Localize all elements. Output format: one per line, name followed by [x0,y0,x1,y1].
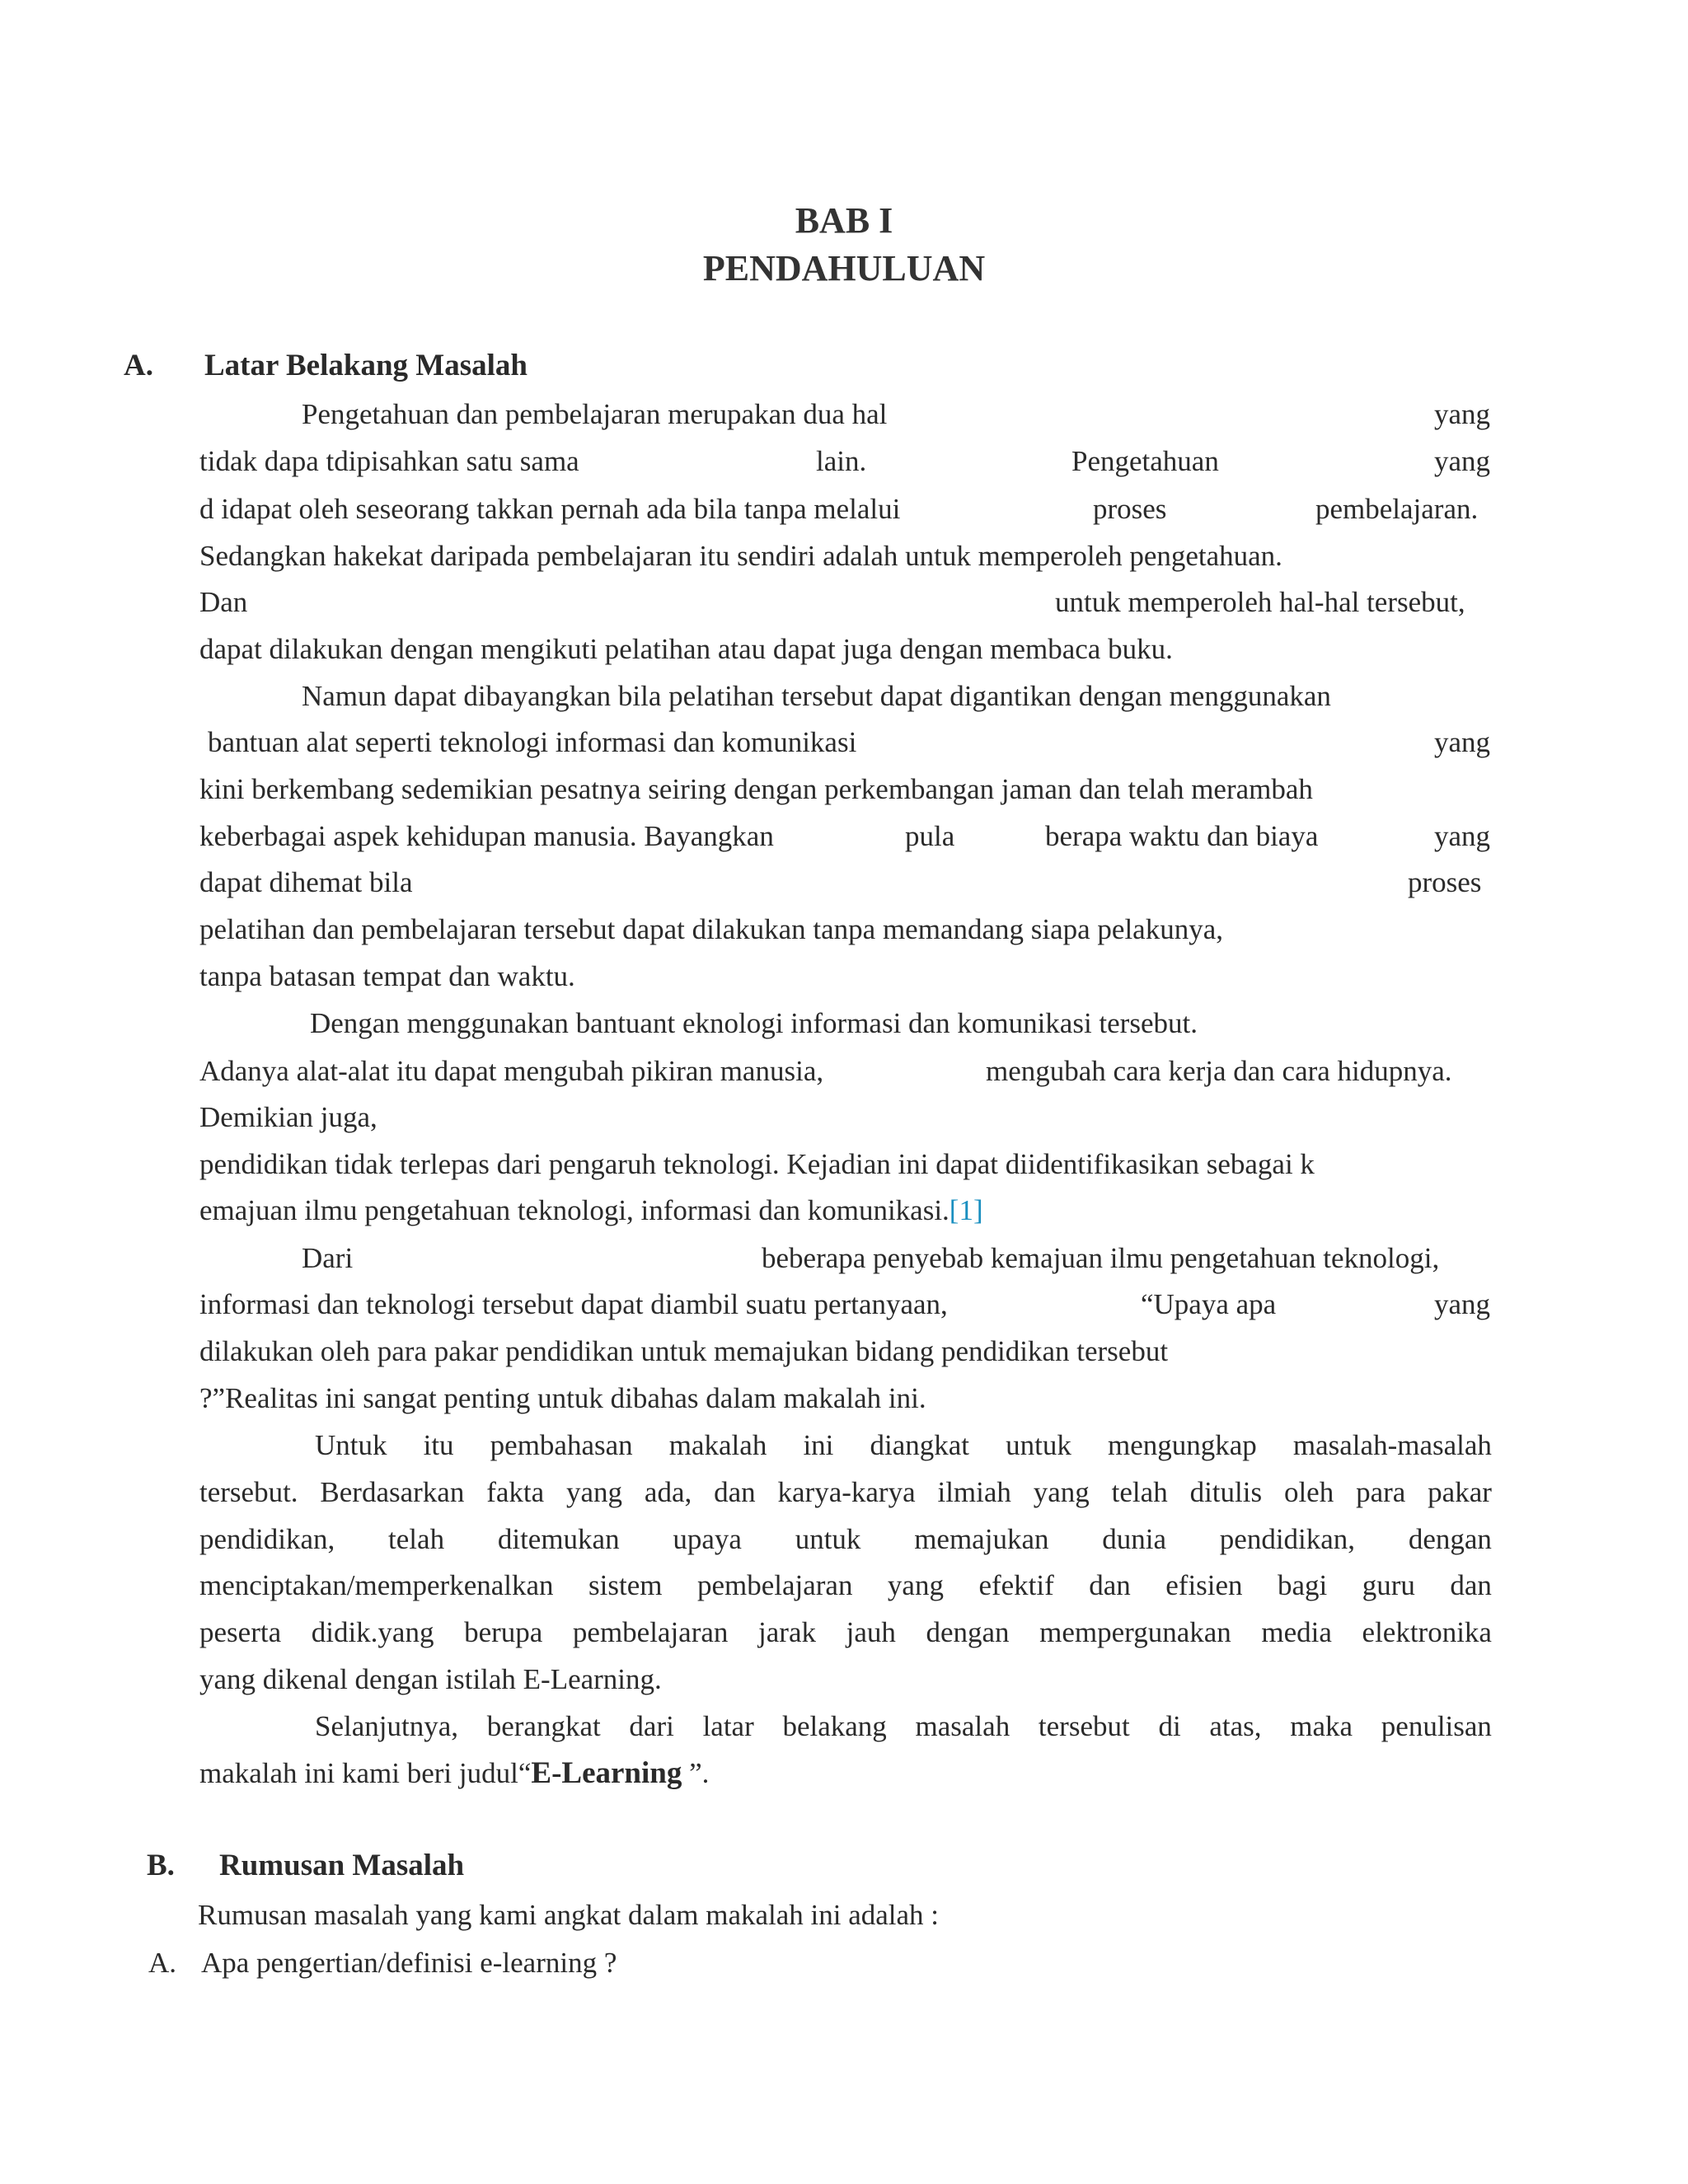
word: tersebut. [199,1476,298,1508]
text-span: emajuan ilmu pengetahuan teknologi, informasi dan komunikasi. [199,1194,950,1226]
text-line: Dari [302,1242,354,1274]
text-line: keberbagai aspek kehidupan manusia. Bayangkan [199,820,774,852]
text-line: yang dikenal dengan istilah E-Learning. [199,1663,662,1695]
word: oleh [1283,1476,1334,1508]
justified-line [199,1474,1492,1511]
word: Berdasarkan [320,1476,465,1508]
word: dunia [1102,1523,1167,1555]
word: pembelajaran [572,1616,729,1648]
text-line: proses [1408,866,1482,898]
text-line: pendidikan tidak terlepas dari pengaruh teknologi. Kejadian ini dapat diidentifikasikan sebagai k [199,1148,1315,1180]
word: itu [423,1429,454,1461]
word: pendidikan, [199,1523,335,1555]
word: tersebut [1038,1710,1130,1742]
text-line: Demikian juga, [199,1101,377,1133]
text-line: “Upaya apa [1141,1288,1277,1320]
word: upaya [673,1523,742,1555]
text-span: ”. [682,1757,710,1789]
justified-line [315,1708,1492,1745]
word: guru [1362,1569,1415,1601]
text-line: lain. [816,445,867,477]
word: latar [702,1710,754,1742]
word: ditemukan [497,1523,620,1555]
word: masalah-masalah [1292,1429,1492,1461]
word: telah [1111,1476,1168,1508]
text-line: mengubah cara kerja dan cara hidupnya. [986,1055,1452,1087]
section-b-intro: Rumusan masalah yang kami angkat dalam makalah ini adalah : [198,1899,940,1931]
text-line: proses [1093,493,1167,525]
text-line: Sedangkan hakekat daripada pembelajaran itu sendiri adalah untuk memperoleh pengetahuan. [199,540,1282,572]
word: didik.yang [311,1616,434,1648]
text-line: dapat dilakukan dengan mengikuti pelatihan atau dapat juga dengan membaca buku. [199,633,1173,665]
word: mengungkap [1107,1429,1257,1461]
word: masalah [915,1710,1010,1742]
word: dan [1450,1569,1492,1601]
text-line: pelatihan dan pembelajaran tersebut dapat dilakukan tanpa memandang siapa pelakunya, [199,913,1224,945]
chapter-title: PENDAHULUAN [702,248,986,288]
text-line: tidak dapa tdipisahkan satu sama [199,445,579,477]
text-line: pembelajaran. [1315,493,1479,525]
section-a-marker: A. [124,349,153,382]
word: pendidikan, [1219,1523,1356,1555]
justified-line [199,1568,1492,1604]
word: diangkat [870,1429,970,1461]
text-line: pula [905,820,955,852]
word: pembahasan [490,1429,633,1461]
word: maka [1290,1710,1353,1742]
word: dengan [1408,1523,1492,1555]
paper-title: E-Learning [531,1756,682,1790]
text-line: Pengetahuan dan pembelajaran merupakan dua hal [302,398,888,430]
text-line [199,1193,983,1229]
word: dengan [926,1616,1010,1648]
word: efisien [1165,1569,1243,1601]
text-line: beberapa penyebab kemajuan ilmu pengetahuan teknologi, [762,1242,1440,1274]
text-line: yang [1434,1288,1491,1320]
word: makalah [668,1429,767,1461]
text-line: yang [1434,726,1491,758]
word: media [1261,1616,1332,1648]
word: belakang [782,1710,887,1742]
citation-link[interactable]: [1] [949,1194,983,1226]
text-span: makalah ini kami beri judul“ [199,1757,532,1789]
word: ilmiah [937,1476,1011,1508]
text-line: dapat dihemat bila [199,866,413,898]
word: pakar [1428,1476,1492,1508]
chapter-number: BAB I [795,200,893,241]
word: efektif [978,1569,1054,1601]
justified-line [199,1521,1492,1558]
word: jauh [846,1616,896,1648]
word: sistem [588,1569,663,1601]
justified-line [315,1427,1492,1464]
word: bagi [1278,1569,1328,1601]
word: berupa [464,1616,543,1648]
text-line: yang [1434,445,1491,477]
text-line: Dan [199,586,248,618]
word: jarak [758,1616,816,1648]
text-line: Dengan menggunakan bantuant eknologi informasi dan komunikasi tersebut. [310,1007,1198,1039]
text-line: untuk memperoleh hal-hal tersebut, [1055,586,1465,618]
word: ada, [644,1476,692,1508]
word: yang [887,1569,944,1601]
text-line: berapa waktu dan biaya [1045,820,1319,852]
word: Untuk [315,1429,387,1461]
list-item: Apa pengertian/definisi e-learning ? [201,1947,617,1979]
word: di [1158,1710,1181,1742]
word: pembelajaran [696,1569,853,1601]
text-line [199,1755,709,1792]
text-line: tanpa batasan tempat dan waktu. [199,960,575,992]
justified-line [199,1615,1492,1651]
text-line: yang [1434,820,1491,852]
text-line: Namun dapat dibayangkan bila pelatihan tersebut dapat digantikan dengan menggunakan [302,680,1331,712]
word: telah [388,1523,445,1555]
word: ditulis [1189,1476,1263,1508]
word: peserta [199,1616,282,1648]
word: untuk [795,1523,861,1555]
section-b-marker: B. [147,1849,175,1882]
text-line: bantuan alat seperti teknologi informasi dan komunikasi [208,726,857,758]
word: berangkat [486,1710,601,1742]
word: dan [1089,1569,1131,1601]
word: yang [1033,1476,1090,1508]
word: menciptakan/memperkenalkan [199,1569,554,1601]
word: para [1356,1476,1406,1508]
text-line: ?”Realitas ini sangat penting untuk dibahas dalam makalah ini. [199,1382,926,1414]
text-line: informasi dan teknologi tersebut dapat diambil suatu pertanyaan, [199,1288,948,1320]
list-item-marker: A. [148,1947,177,1979]
text-line: Pengetahuan [1071,445,1219,477]
word: atas, [1209,1710,1262,1742]
text-line: yang [1434,398,1491,430]
word: fakta [486,1476,545,1508]
word: mempergunakan [1039,1616,1231,1648]
word: ini [803,1429,834,1461]
section-a-title: Latar Belakang Masalah [204,349,528,382]
word: penulisan [1381,1710,1492,1742]
section-b-title: Rumusan Masalah [219,1849,465,1882]
text-line: Adanya alat-alat itu dapat mengubah pikiran manusia, [199,1055,824,1087]
word: Selanjutnya, [315,1710,458,1742]
word: memajukan [914,1523,1049,1555]
text-line: dilakukan oleh para pakar pendidikan untuk memajukan bidang pendidikan tersebut [199,1335,1169,1367]
word: dari [629,1710,674,1742]
word: untuk [1006,1429,1071,1461]
word: yang [566,1476,623,1508]
word: dan [714,1476,756,1508]
word: karya-karya [777,1476,916,1508]
word: elektronika [1362,1616,1492,1648]
text-line: d idapat oleh seseorang takkan pernah ada bila tanpa melalui [199,493,901,525]
text-line: kini berkembang sedemikian pesatnya seiring dengan perkembangan jaman dan telah merambah [199,773,1313,805]
